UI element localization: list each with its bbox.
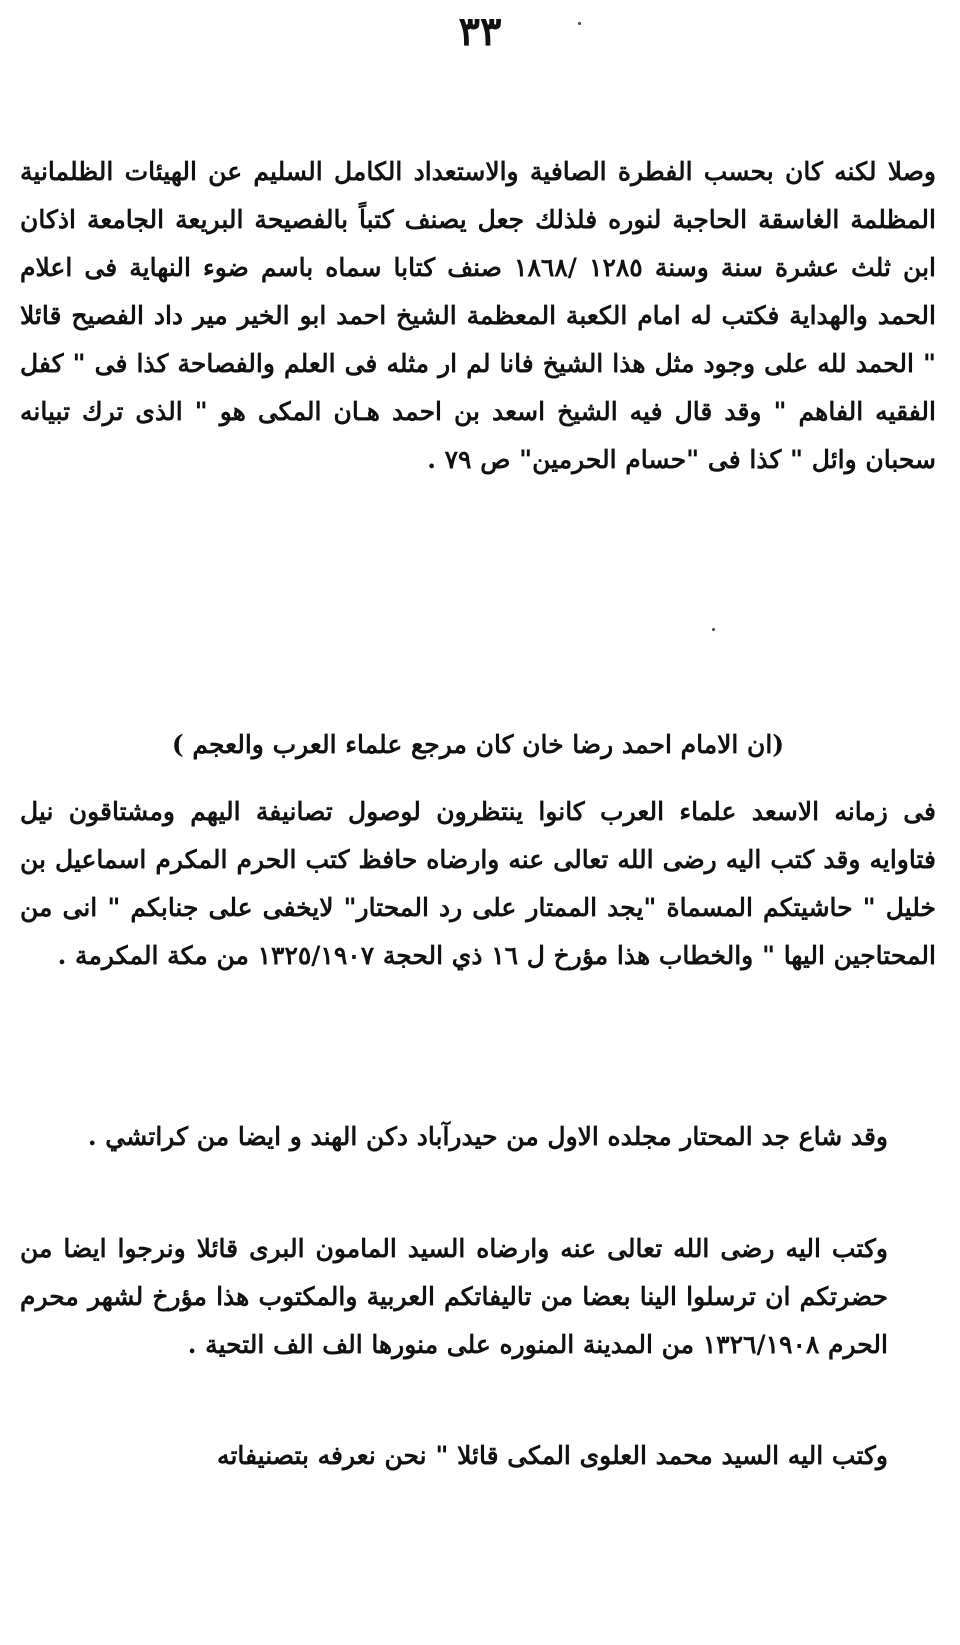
section-heading: (ان الامام احمد رضا خان كان مرجع علماء العرب والعجم )	[171, 730, 785, 759]
paragraph-3-text: وقد شاع جد المحتار مجلده الاول من حيدرآباد دكن الهند و ايضا من كراتشي .	[87, 1122, 888, 1151]
scan-speck	[578, 22, 581, 25]
paragraph-2	[20, 788, 936, 980]
page-number: ٣٣	[458, 8, 502, 55]
paragraph-5-text: وكتب اليه السيد محمد العلوى المكى قائلا " نحن نعرفه بتصنيفاته	[217, 1441, 888, 1470]
paragraph-3	[20, 1113, 936, 1161]
paragraph-4	[20, 1225, 936, 1369]
paragraph-1-text: وصلا لكنه كان بحسب الفطرة الصافية والاستعداد الكامل السليم عن الهيئات الظلمانية المظلمة الغاسقة الحاجبة لنوره فلذلك جعل يصنف كتباً بالفصيحة البريعة الجامعة اذكان ابن ثلث عشرة سنة وسنة ١٢٨٥ /١٨٦٨ صنف كتابا سماه باسم ضوء النهاية فى اعلام الحمد والهداية فكتب له امام الكعبة المعظمة الشيخ احمد ابو الخير مير داد الفصيح قائلا " الحمد لله على وجود مثل هذا الشيخ فانا لم ار مثله فى العلم والفصاحة كذا فى " كفل الفقيه الفاهم " وقد قال فيه الشيخ اسعد بن احمد هـان المكى هو " الذى ترك تبيانه سحبان وائل " كذا فى "حسام الحرمين" ص ٧٩ .	[20, 157, 936, 474]
scan-speck	[712, 628, 715, 631]
paragraph-4-text: وكتب اليه رضى الله تعالى عنه وارضاه السيد المامون البرى قائلا ونرجوا ايضا من حضرتكم ان ترسلوا الينا بعضا من تاليفاتكم العربية والمكتوب هذا مؤرخ لشهر محرم الحرم ١٣٢٦/١٩٠٨ من المدينة المنوره على منورها الف الف التحية .	[20, 1234, 888, 1359]
paragraph-2-text: فى زمانه الاسعد علماء العرب كانوا ينتظرون لوصول تصانيفة اليهم ومشتاقون نيل فتاوايه وقد كتب اليه رضى الله تعالى عنه وارضاه حافظ كتب الحرم المكرم اسماعيل بن خليل " حاشيتكم المسماة "يجد الممتار على رد المحتار" لايخفى على جنابكم " انى من المحتاجين اليها " والخطاب هذا مؤرخ ل ١٦ ذي الحجة ١٣٢٥/١٩٠٧ من مكة المكرمة .	[20, 797, 936, 970]
paragraph-1	[20, 148, 936, 484]
paragraph-5	[20, 1432, 936, 1480]
